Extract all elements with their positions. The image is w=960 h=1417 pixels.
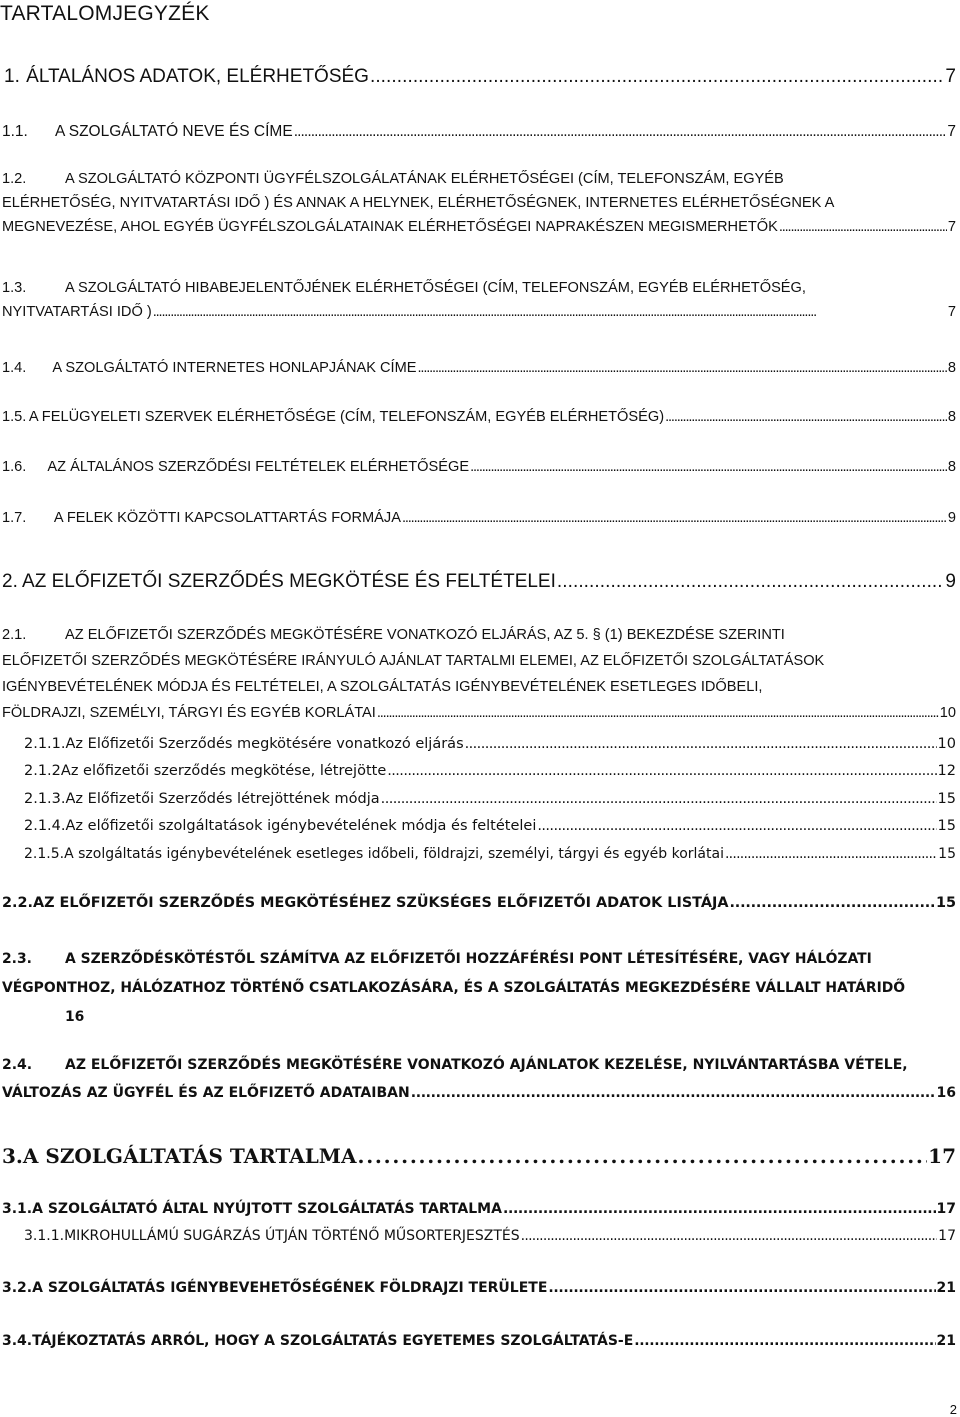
toc-entry-number: 2.1.3. [24,791,66,807]
toc-entry-2-1-3[interactable] [24,786,956,812]
toc-entry-number: 1.3. [2,280,27,296]
toc-entry-3[interactable] [2,1140,956,1172]
dot-leader [665,404,947,430]
toc-entry-text-line: VÉGPONTHOZ, HÁLÓZATHOZ TÖRTÉNŐ CSATLAKOZÁSÁRA, ÉS A SZOLGÁLTATÁS MEGKEZDÉSÉRE VÁLLALT HATÁRIDŐ [2,980,906,996]
toc-entry-text: A SZOLGÁLTATÓ ÁLTAL NYÚJTOTT SZOLGÁLTATÁS TARTALMA [32,1201,502,1217]
dot-leader [377,700,939,726]
toc-entry-2-1-4[interactable] [24,813,956,839]
toc-entry-1-7[interactable] [2,505,956,531]
toc-entry-page: 21 [936,1333,956,1349]
toc-entry-text: Az Előfizetői Szerződés megkötésére vonatkozó eljárás [65,736,464,752]
toc-entry-page: 7 [945,66,956,87]
toc-entry-text-line: FÖLDRAJZI, SZEMÉLYI, TÁRGYI ÉS EGYÉB KORLÁTAI [2,705,376,721]
toc-entry-text-line: A SZERZŐDÉSKÖTÉSTŐL SZÁMÍTVA AZ ELŐFIZETŐI HOZZÁFÉRÉSI PONT LÉTESÍTÉSÉRE, VAGY HÁLÓZATI [65,951,872,967]
toc-entry-text-line: A SZOLGÁLTATÓ KÖZPONTI ÜGYFÉLSZOLGÁLATÁNAK ELÉRHETŐSÉGEI (CÍM, TELEFONSZÁM, EGYÉB [65,171,784,187]
toc-entry-text: Az előfizetői szolgáltatások igénybevételének módja és feltételei [65,818,537,834]
toc-entry-number: 2.1.4. [24,818,66,834]
toc-entry-text: A FELEK KÖZÖTTI KAPCSOLATTARTÁS FORMÁJA [53,510,401,526]
dot-leader [634,1328,935,1354]
toc-entry-number: 2.1.5. [24,846,65,862]
toc-entry-text-line: MEGNEVEZÉSE, AHOL EGYÉB ÜGYFÉLSZOLGÁLATAINAK ELÉRHETŐSÉGEI NAPRAKÉSZEN MEGISMERHETŐK [2,219,778,235]
toc-entry-number: 1.7. [2,510,27,526]
toc-entry-text-line: A SZOLGÁLTATÓ HIBABEJELENTŐJÉNEK ELÉRHETŐSÉGEI (CÍM, TELEFONSZÁM, EGYÉB ELÉRHETŐSÉG, [65,280,806,296]
toc-entry-number: 3.4. [2,1333,33,1349]
toc-entry-number: 2.1. [2,627,27,643]
toc-entry-2-1-2[interactable] [24,758,956,784]
toc-entry-text: A FELÜGYELETI SZERVEK ELÉRHETŐSÉGE (CÍM, TELEFONSZÁM, EGYÉB ELÉRHETŐSÉG) [28,409,665,425]
toc-entry-page: 8 [947,360,956,376]
toc-entry-text: MIKROHULLÁMÚ SUGÁRZÁS ÚTJÁN TÖRTÉNŐ MŰSORTERJESZTÉS [64,1228,520,1244]
dot-leader [411,1079,936,1107]
toc-entry-number: 3.2. [2,1280,33,1296]
dot-leader [465,731,937,757]
page-number: 2 [949,1402,957,1417]
toc-entry-number: 1.2. [2,171,27,187]
toc-entry-text: A SZOLGÁLTATÓ INTERNETES HONLAPJÁNAK CÍME [52,360,417,376]
dot-leader [557,569,945,595]
toc-entry-page: 7 [947,219,956,235]
toc-entry-number: 2.1.1. [24,736,66,752]
toc-entry-text-line: IGÉNYBEVÉTELÉNEK MÓDJA ÉS FELTÉTELEI, A SZOLGÁLTATÁS IGÉNYBEVÉTELÉNEK ESETLEGES IDŐBELI, [2,679,763,695]
toc-entry-3-1[interactable] [2,1196,956,1222]
dot-leader [470,454,947,480]
toc-entry-page: 12 [937,763,956,779]
dot-leader [294,119,947,145]
toc-entry-page: 17 [928,1144,956,1168]
toc-entry-number: 2.2. [2,895,33,911]
toc-entry-2-1-5[interactable] [24,841,956,867]
dot-leader [381,786,937,812]
toc-entry-text: AZ ELŐFIZETŐI SZERZŐDÉS MEGKÖTÉSE ÉS FELTÉTELEI [22,571,556,592]
toc-entry-1-4[interactable] [2,355,956,381]
dot-leader [548,1275,935,1301]
toc-entry-text-line: ELŐFIZETŐI SZERZŐDÉS MEGKÖTÉSÉRE IRÁNYULÓ AJÁNLAT TARTALMI ELEMEI, AZ ELŐFIZETŐI SZOLGÁLTATÁSOK [2,653,825,669]
toc-entry-2-4[interactable] [2,1051,956,1107]
toc-entry-3-1-1[interactable] [24,1223,956,1249]
toc-entry-text-line: ELÉRHETŐSÉG, NYITVATARTÁSI IDŐ ) ÉS ANNAK A HELYNEK, ELÉRHETŐSÉGNEK, INTERNETES ELÉRHETŐSÉGNEK A [2,195,835,211]
toc-entry-1-5[interactable] [2,404,956,430]
toc-entry-page: 7 [947,304,956,320]
toc-entry-2-1[interactable] [2,622,956,726]
toc-entry-text: ÁLTALÁNOS ADATOK, ELÉRHETŐSÉG [26,66,369,87]
dot-leader [418,355,947,381]
toc-entry-number: 2. [2,571,18,592]
toc-entry-number: 3. [2,1144,23,1168]
dot-leader [402,505,947,531]
toc-entry-page: 16 [65,1009,85,1025]
toc-entry-page: 9 [945,571,956,592]
toc-entry-1-6[interactable] [2,454,956,480]
toc-entry-text-line: AZ ELŐFIZETŐI SZERZŐDÉS MEGKÖTÉSÉRE VONATKOZÓ AJÁNLATOK KEZELÉSE, NYILVÁNTARTÁSBA VÉTELE, [65,1057,908,1073]
toc-entry-page: 21 [936,1280,956,1296]
toc-entry-number: 3.1.1. [24,1228,65,1244]
toc-entry-1-2[interactable] [2,167,956,239]
toc-entry-2-2[interactable] [2,890,956,916]
toc-entry-3-4[interactable] [2,1328,956,1354]
toc-title: TARTALOMJEGYZÉK [0,2,210,25]
toc-entry-text-line: NYITVATARTÁSI IDŐ ) [2,304,152,320]
dot-leader [725,841,937,867]
toc-entry-page: 16 [936,1085,956,1101]
dot-leader [370,64,944,90]
toc-entry-page: 10 [937,736,956,752]
toc-entry-page: 15 [935,895,956,911]
toc-entry-text-line: AZ ELŐFIZETŐI SZERZŐDÉS MEGKÖTÉSÉRE VONATKOZÓ ELJÁRÁS, AZ 5. § (1) BEKEZDÉSE SZERINTI [65,627,785,643]
toc-entry-text: Az előfizetői szerződés megkötése, létrejötte [60,763,387,779]
dot-leader [521,1223,938,1249]
toc-entry-text-line: VÁLTOZÁS AZ ÜGYFÉL ÉS AZ ELŐFIZETŐ ADATAIBAN [2,1085,410,1101]
toc-entry-number: 1. [4,66,20,87]
toc-entry-number: 1.1. [2,123,28,140]
toc-entry-1-3[interactable] [2,276,956,324]
toc-entry-text: TÁJÉKOZTATÁS ARRÓL, HOGY A SZOLGÁLTATÁS EGYETEMES SZOLGÁLTATÁS-E [32,1333,634,1349]
toc-entry-number: 1.6. [2,459,27,475]
toc-entry-2-1-1[interactable] [24,731,956,757]
toc-entry-page: 15 [937,818,956,834]
toc-entry-2-3[interactable] [2,945,956,1032]
toc-entry-text: A SZOLGÁLTATÓ NEVE ÉS CÍME [54,123,293,140]
toc-entry-page: 7 [947,123,956,140]
toc-entry-3-2[interactable] [2,1275,956,1301]
toc-entry-text: A SZOLGÁLTATÁS TARTALMA [22,1144,357,1168]
toc-entry-number: 1.4. [2,360,27,376]
toc-entry-2[interactable] [2,569,956,595]
toc-entry-text: A SZOLGÁLTATÁS IGÉNYBEVEHETŐSÉGÉNEK FÖLDRAJZI TERÜLETE [32,1280,548,1296]
toc-entry-page: 8 [947,459,956,475]
toc-entry-text: AZ ÁLTALÁNOS SZERZŐDÉSI FELTÉTELEK ELÉRHETŐSÉGE [47,459,470,475]
toc-entry-number: 2.1.2 [24,763,61,779]
toc-entry-number: 2.4. [2,1057,33,1073]
dot-leader [357,1140,927,1172]
dot-leader [503,1196,936,1222]
dot-leader [537,813,936,839]
toc-entry-page: 10 [939,705,956,721]
toc-entry-number: 1.5. [2,409,27,425]
toc-entry-page: 17 [936,1201,956,1217]
toc-entry-number: 3.1. [2,1201,33,1217]
toc-entry-text: Az Előfizetői Szerződés létrejöttének módja [65,791,380,807]
toc-entry-page: 17 [938,1228,956,1244]
toc-entry-page: 8 [947,409,956,425]
toc-entry-page: 15 [937,791,956,807]
toc-entry-page: 15 [938,846,956,862]
dot-leader [779,215,947,239]
toc-entry-1-1[interactable] [2,119,956,145]
dot-leader [730,890,935,916]
toc-entry-number: 2.3. [2,951,32,967]
toc-entry-1[interactable] [2,64,956,90]
toc-entry-text: A szolgáltatás igénybevételének esetleges időbeli, földrajzi, személyi, tárgyi és egyéb korlátai [64,846,724,862]
toc-entry-text: AZ ELŐFIZETŐI SZERZŐDÉS MEGKÖTÉSÉHEZ SZÜKSÉGES ELŐFIZETŐI ADATOK LISTÁJA [32,895,729,911]
toc-entry-page: 9 [947,510,956,526]
dot-leader [153,300,947,324]
dot-leader [387,758,936,784]
